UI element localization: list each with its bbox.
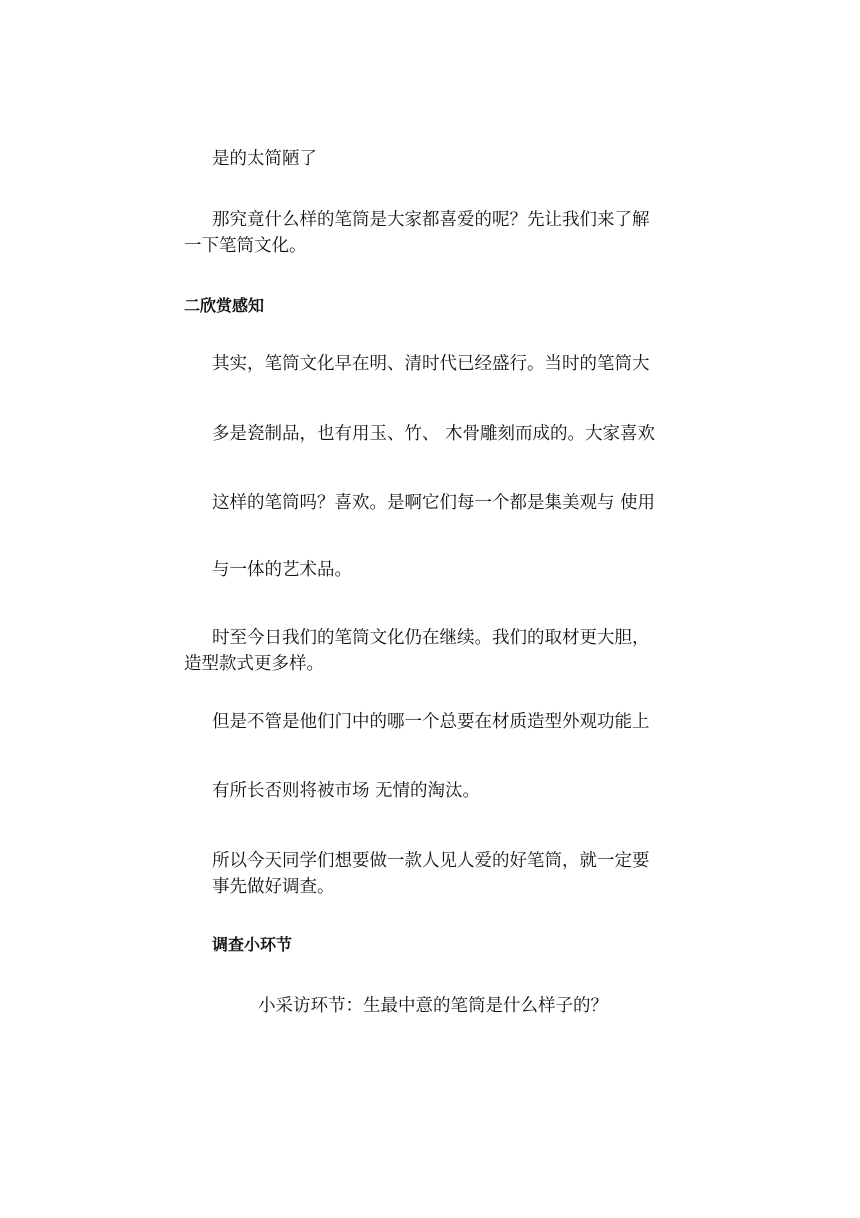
text-line: 那究竟什么样的笔筒是大家都喜爱的呢？先让我们来了解: [212, 210, 650, 230]
text-line: 多是瓷制品，也有用玉、竹、 木骨雕刻而成的。大家喜欢: [212, 424, 656, 444]
text-line: 这样的笔筒吗？喜欢。是啊它们每一个都是集美观与 使用: [212, 493, 656, 513]
text-line: 其实，笔筒文化早在明、清时代已经盛行。当时的笔筒大: [212, 354, 650, 374]
text-line: 是的太简陋了: [212, 149, 317, 169]
text-line: 事先做好调查。: [212, 877, 335, 897]
text-line: 时至今日我们的笔筒文化仍在继续。我们的取材更大胆，: [212, 628, 650, 648]
text-line: 小采访环节：生最中意的笔筒是什么样子的？: [258, 996, 608, 1016]
text-line: 所以今天同学们想要做一款人见人爱的好笔筒，就一定要: [212, 851, 650, 871]
text-line: 一下笔筒文化。: [184, 236, 307, 256]
text-line: 但是不管是他们门中的哪一个总要在材质造型外观功能上: [212, 712, 650, 732]
section-heading: 调查小环节: [212, 935, 293, 954]
text-line: 造型款式更多样。: [184, 654, 324, 674]
text-line: 与一体的艺术品。: [212, 560, 352, 580]
section-heading: 二欣赏感知: [184, 296, 265, 315]
text-line: 有所长否则将被市场 无情的淘汰。: [212, 781, 481, 801]
